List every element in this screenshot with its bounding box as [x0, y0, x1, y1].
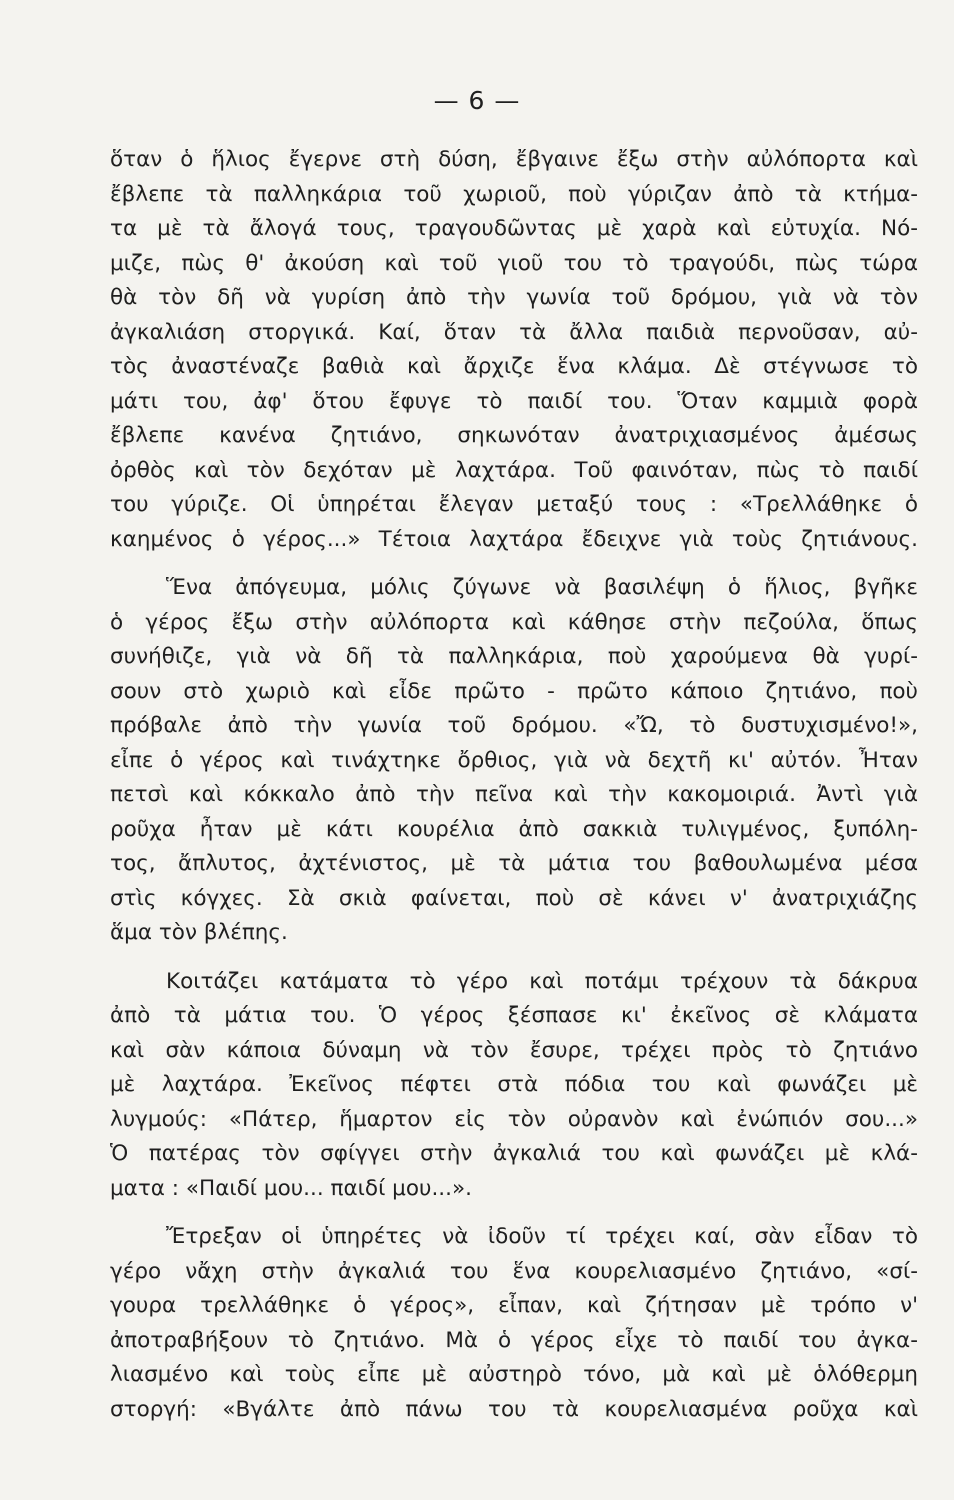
text-line: καημένος ὁ γέρος...» Τέτοια λαχτάρα ἔδειχνε γιὰ τοὺς ζητιάνους.	[110, 526, 918, 552]
text-line: πρόβαλε ἀπὸ τὴν γωνία τοῦ δρόμου. «Ὤ, τὸ δυστυχισμένο!»,	[110, 713, 918, 738]
text-line: ἀγκαλιάση στοργικά. Καί, ὅταν τὰ ἄλλα παιδιὰ περνοῦσαν, αὐ-	[110, 319, 918, 345]
text-line: Ἔτρεξαν οἱ ὑπηρέτες νὰ ἰδοῦν τί τρέχει καί, σὰν εἶδαν τὸ	[166, 1224, 918, 1249]
text-line: ὁ γέρος ἔξω στὴν αὐλόπορτα καὶ κάθησε στὴν πεζούλα, ὅπως	[110, 609, 918, 635]
text-line: στοργή: «Βγάλτε ἀπὸ πάνω του τὰ κουρελιασμένα ροῦχα καὶ	[110, 1396, 918, 1422]
text-line: ματα : «Παιδί μου... παιδί μου...».	[110, 1175, 472, 1201]
text-line: ἀποτραβήξουν τὸ ζητιάνο. Μὰ ὁ γέρος εἶχε τὸ παιδί του ἀγκα-	[110, 1327, 918, 1353]
text-line: λιασμένο καὶ τοὺς εἶπε μὲ αὐστηρὸ τόνο, μὰ καὶ μὲ ὁλόθερμη	[110, 1362, 918, 1387]
text-line: στὶς κόγχες. Σὰ σκιὰ φαίνεται, ποὺ σὲ κάνει ν' ἀνατριχιάζης	[110, 885, 918, 911]
text-line: του γύριζε. Οἱ ὑπηρέται ἔλεγαν μεταξύ τους : «Τρελλάθηκε ὁ	[110, 492, 918, 517]
paragraph-4	[110, 1220, 918, 1427]
body-text	[110, 143, 918, 1427]
text-line: Ὁ πατέρας τὸν σφίγγει στὴν ἀγκαλιά του καὶ φωνάζει μὲ κλά-	[110, 1141, 918, 1166]
text-line: μάτι του, ἀφ' ὅτου ἔφυγε τὸ παιδί του. Ὅταν καμμιὰ φορὰ	[110, 388, 918, 414]
text-line: τος, ἄπλυτος, ἀχτένιστος, μὲ τὰ μάτια του βαθουλωμένα μέσα	[110, 851, 918, 876]
page-number: — 6 —	[433, 86, 521, 115]
text-line: μὲ λαχτάρα. Ἐκεῖνος πέφτει στὰ πόδια του καὶ φωνάζει μὲ	[110, 1072, 918, 1097]
text-line: γουρα τρελλάθηκε ὁ γέρος», εἶπαν, καὶ ζήτησαν μὲ τρόπο ν'	[110, 1293, 918, 1318]
paragraph-2	[110, 571, 918, 951]
paragraph-1	[110, 143, 918, 557]
text-line: θὰ τὸν δῆ νὰ γυρίση ἀπὸ τὴν γωνία τοῦ δρόμου, γιὰ νὰ τὸν	[110, 285, 918, 310]
text-line: ἅμα τὸν βλέπης.	[110, 920, 288, 945]
text-line: σουν στὸ χωριὸ καὶ εἶδε πρῶτο - πρῶτο κάποιο ζητιάνο, ποὺ	[110, 678, 918, 704]
paragraph-gap	[110, 951, 918, 965]
text-line: τα μὲ τὰ ἄλογά τους, τραγουδῶντας μὲ χαρὰ καὶ εὐτυχία. Νό-	[110, 216, 918, 241]
text-line: Κοιτάζει κατάματα τὸ γέρο καὶ ποτάμι τρέχουν τὰ δάκρυα	[166, 968, 918, 994]
text-line: ὅταν ὁ ἥλιος ἔγερνε στὴ δύση, ἔβγαινε ἔξω στὴν αὐλόπορτα καὶ	[110, 147, 918, 172]
text-line: ὀρθὸς καὶ τὸν δεχόταν μὲ λαχτάρα. Τοῦ φαινόταν, πὼς τὸ παιδί	[110, 457, 918, 483]
text-line: μιζε, πὼς θ' ἀκούση καὶ τοῦ γιοῦ του τὸ τραγούδι, πὼς τώρα	[110, 250, 918, 276]
text-line: εἶπε ὁ γέρος καὶ τινάχτηκε ὄρθιος, γιὰ νὰ δεχτῆ κι' αὐτόν. Ἦταν	[110, 747, 918, 773]
text-line: συνήθιζε, γιὰ νὰ δῆ τὰ παλληκάρια, ποὺ χαρούμενα θὰ γυρί-	[110, 644, 918, 669]
paragraph-gap	[110, 557, 918, 571]
text-line: τὸς ἀναστέναζε βαθιὰ καὶ ἄρχιζε ἕνα κλάμα. Δὲ στέγνωσε τὸ	[110, 354, 918, 379]
paragraph-3	[110, 965, 918, 1207]
text-line: ροῦχα ἦταν μὲ κάτι κουρέλια ἀπὸ σακκιὰ τυλιγμένος, ξυπόλη-	[110, 816, 918, 842]
text-line: καὶ σὰν κάποια δύναμη νὰ τὸν ἔσυρε, τρέχει πρὸς τὸ ζητιάνο	[110, 1037, 918, 1063]
text-line: πετσὶ καὶ κόκκαλο ἀπὸ τὴν πεῖνα καὶ τὴν κακομοιριά. Ἀντὶ γιὰ	[110, 782, 918, 807]
text-line: ἔβλεπε τὰ παλληκάρια τοῦ χωριοῦ, ποὺ γύριζαν ἀπὸ τὰ κτήμα-	[110, 181, 918, 207]
text-line: ἔβλεπε κανένα ζητιάνο, σηκωνόταν ἀνατριχιασμένος ἀμέσως	[110, 423, 918, 448]
text-line: γέρο νἄχη στὴν ἀγκαλιά του ἕνα κουρελιασμένο ζητιάνο, «σί-	[110, 1258, 918, 1284]
text-line: Ἕνα ἀπόγευμα, μόλις ζύγωνε νὰ βασιλέψη ὁ ἥλιος, βγῆκε	[166, 575, 918, 600]
paragraph-gap	[110, 1206, 918, 1220]
text-line: ἀπὸ τὰ μάτια του. Ὁ γέρος ξέσπασε κι' ἐκεῖνος σὲ κλάματα	[110, 1003, 918, 1028]
text-line: λυγμούς: «Πάτερ, ἥμαρτον εἰς τὸν οὐρανὸν καὶ ἐνώπιόν σου...»	[110, 1106, 918, 1132]
